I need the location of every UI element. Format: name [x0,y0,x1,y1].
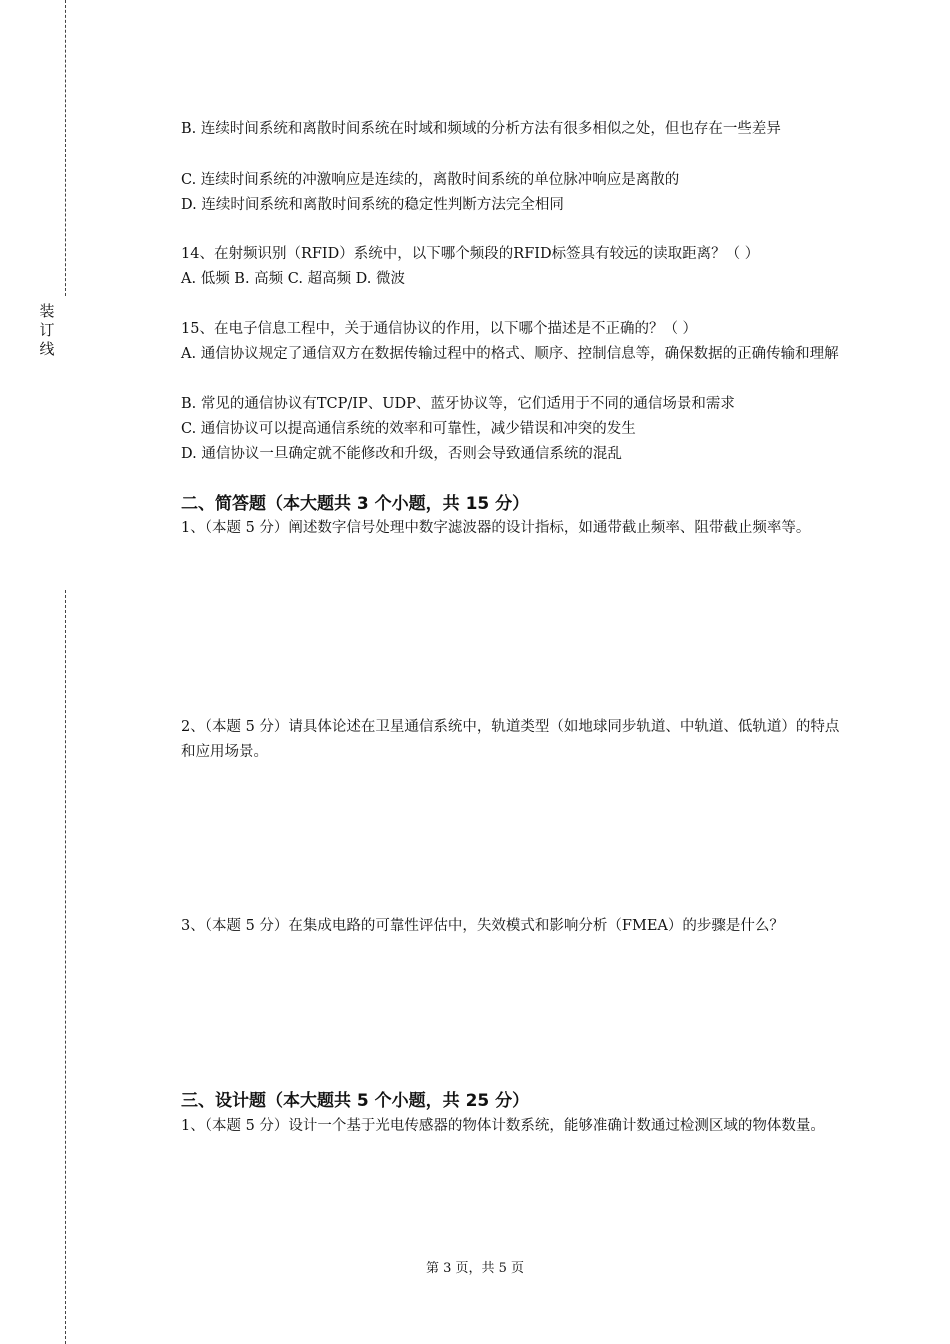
binding-dashed-line-top [65,0,66,296]
section-2-question-3: 3、（本题 5 分）在集成电路的可靠性评估中，失效模式和影响分析（FMEA）的步骤是什么？ [181,918,784,934]
section-3-question-1: 1、（本题 5 分）设计一个基于光电传感器的物体计数系统，能够准确计数通过检测区域的物体数量。 [181,1118,825,1134]
section-3-title: 三、设计题（本大题共 5 个小题，共 25 分） [181,1091,530,1111]
q13-option-c: C. 连续时间系统的冲激响应是连续的，离散时间系统的单位脉冲响应是离散的 [181,172,680,188]
binding-label [37,302,57,359]
q15-option-a: A. 通信协议规定了通信双方在数据传输过程中的格式、顺序、控制信息等，确保数据的正确传输和理解 [181,346,839,362]
q14-options: A. 低频 B. 高频 C. 超高频 D. 微波 [181,271,406,287]
section-2-title: 二、简答题（本大题共 3 个小题，共 15 分） [181,494,530,514]
q13-option-b: B. 连续时间系统和离散时间系统在时域和频域的分析方法有很多相似之处，但也存在一些差异 [181,121,781,137]
binding-dashed-line-bottom [65,590,66,1344]
binding-char: 线 [39,340,55,358]
binding-char: 装 [39,302,55,320]
q15-option-c: C. 通信协议可以提高通信系统的效率和可靠性，减少错误和冲突的发生 [181,421,636,437]
q15-option-b: B. 常见的通信协议有TCP/IP、UDP、蓝牙协议等，它们适用于不同的通信场景和需求 [181,396,735,412]
q13-option-d: D. 连续时间系统和离散时间系统的稳定性判断方法完全相同 [181,197,564,213]
section-2-question-2: 2、（本题 5 分）请具体论述在卫星通信系统中，轨道类型（如地球同步轨道、中轨道、低轨道）的特点和应用场景。 [181,719,840,760]
q14-stem: 14、在射频识别（RFID）系统中，以下哪个频段的RFID标签具有较远的读取距离？（ ） [181,246,760,262]
q15-option-d: D. 通信协议一旦确定就不能修改和升级，否则会导致通信系统的混乱 [181,446,622,462]
binding-char: 订 [39,321,55,339]
q15-stem: 15、在电子信息工程中，关于通信协议的作用，以下哪个描述是不正确的？（ ） [181,321,698,337]
page-number-footer: 第 3 页，共 5 页 [425,1261,525,1276]
section-2-question-1: 1、（本题 5 分）阐述数字信号处理中数字滤波器的设计指标，如通带截止频率、阻带截止频率等。 [181,520,811,536]
